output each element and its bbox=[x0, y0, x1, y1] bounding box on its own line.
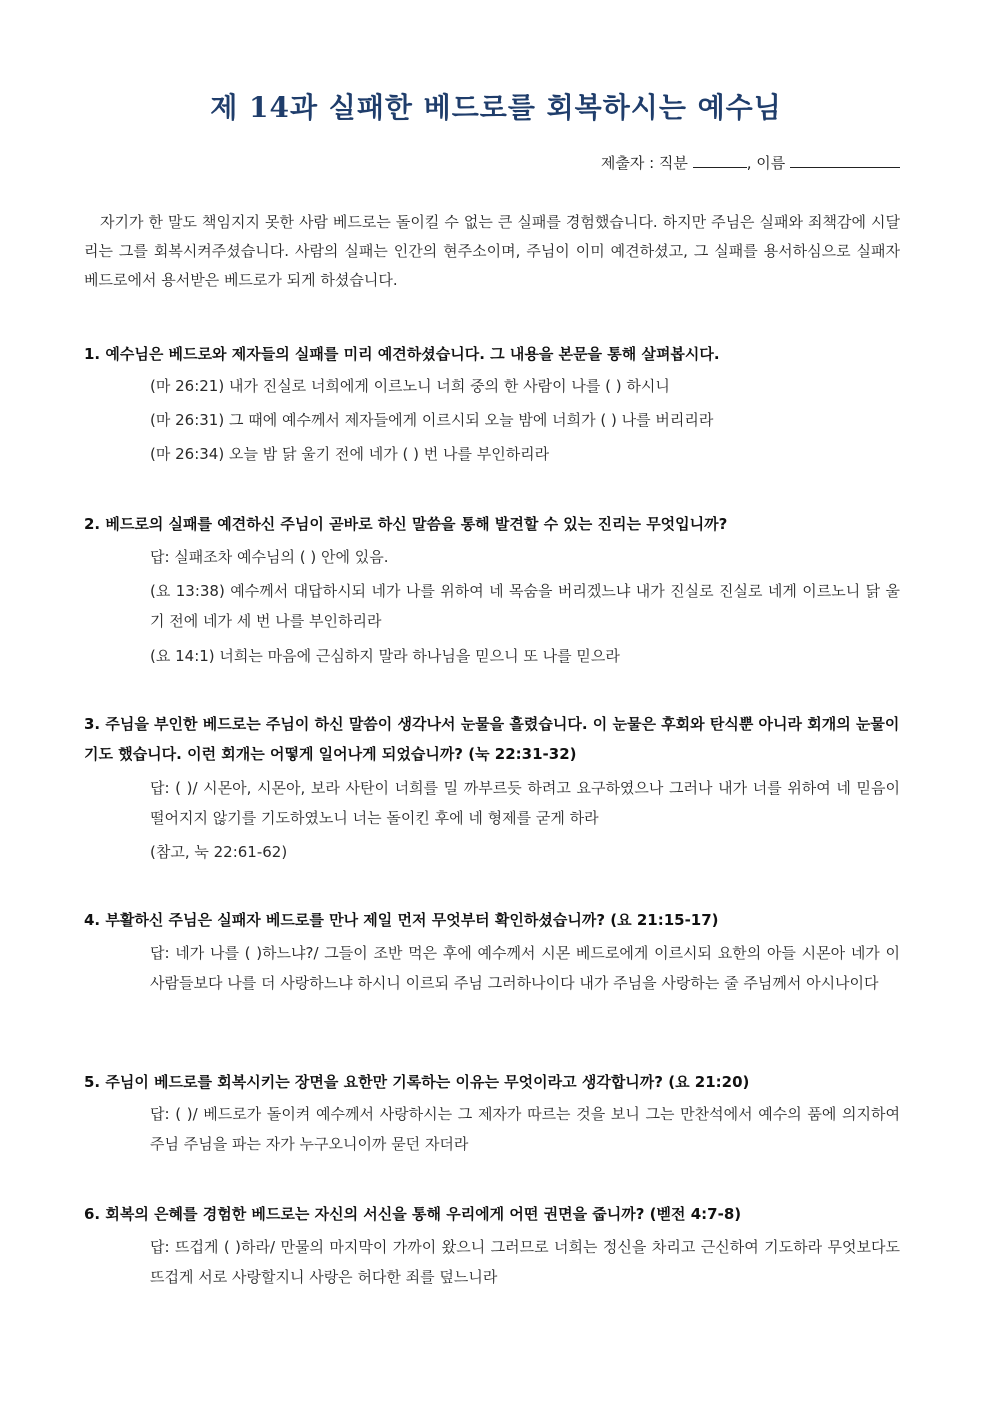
submitter-role-label: 제출자 : 직분 bbox=[600, 154, 688, 172]
question-4-line-1: 답: 네가 나를 ( )하느냐?/ 그들이 조반 먹은 후에 예수께서 시몬 베드로에게 이르시되 요한의 아들 시몬아 네가 이 사람들보다 나를 더 사랑하느냐 하시니 이르되 주님 그러하나이다 내가 주님을 사랑하는 줄 주님께서 아시나이다 bbox=[150, 944, 900, 992]
question-3-line-2: (참고, 눅 22:61-62) bbox=[150, 843, 288, 861]
question-5: 5. 주님이 베드로를 회복시키는 장면을 요한만 기록하는 이유는 무엇이라고 생각합니까? (요 21:20) bbox=[84, 1073, 750, 1091]
question-3-line-1: 답: ( )/ 시몬아, 시몬아, 보라 사탄이 너희를 밀 까부르듯 하려고 요구하였으나 그러나 내가 너를 위하여 네 믿음이 떨어지지 않기를 기도하였노니 너는 돌이킨 후에 네 형제를 굳게 하라 bbox=[150, 779, 900, 827]
question-4: 4. 부활하신 주님은 실패자 베드로를 만나 제일 먼저 무엇부터 확인하셨습니까? (요 21:15-17) bbox=[84, 911, 719, 929]
submitter-line bbox=[601, 152, 900, 173]
question-2: 2. 베드로의 실패를 예견하신 주님이 곧바로 하신 말씀을 통해 발견할 수 있는 진리는 무엇입니까? bbox=[84, 515, 728, 533]
page-title: 제 14과 실패한 베드로를 회복하시는 예수님 bbox=[210, 91, 782, 124]
question-3: 3. 주님을 부인한 베드로는 주님이 하신 말씀이 생각나서 눈물을 흘렸습니다. 이 눈물은 후회와 탄식뿐 아니라 회개의 눈물이기도 했습니다. 이런 회개는 어떻게 일어나게 되었습니까? (눅 22:31-32) bbox=[84, 715, 900, 763]
submitter-name-label: , 이름 bbox=[746, 154, 786, 172]
question-6: 6. 회복의 은혜를 경험한 베드로는 자신의 서신을 통해 우리에게 어떤 권면을 줍니까? (벧전 4:7-8) bbox=[84, 1205, 742, 1223]
question-2-line-2: (요 13:38) 예수께서 대답하시되 네가 나를 위하여 네 목숨을 버리겠느냐 내가 진실로 진실로 네게 이르노니 닭 울기 전에 네가 세 번 나를 부인하리라 bbox=[150, 582, 900, 630]
question-1-line-2: (마 26:31) 그 때에 예수께서 제자들에게 이르시되 오늘 밤에 너희가 ( ) 나를 버리리라 bbox=[150, 411, 714, 429]
question-6-line-1: 답: 뜨겁게 ( )하라/ 만물의 마지막이 가까이 왔으니 그러므로 너희는 정신을 차리고 근신하여 기도하라 무엇보다도 뜨겁게 서로 사랑할지니 사랑은 허다한 죄를 덮느니라 bbox=[150, 1238, 900, 1286]
name-blank[interactable] bbox=[790, 153, 900, 168]
question-1-line-3: (마 26:34) 오늘 밤 닭 울기 전에 네가 ( ) 번 나를 부인하리라 bbox=[150, 445, 550, 463]
question-2-line-1: 답: 실패조차 예수님의 ( ) 안에 있음. bbox=[150, 548, 389, 566]
intro-paragraph: 자기가 한 말도 책임지지 못한 사람 베드로는 돌이킬 수 없는 큰 실패를 경험했습니다. 하지만 주님은 실패와 죄책감에 시달리는 그를 회복시켜주셨습니다. 사람의 실패는 인간의 현주소이며, 주님이 이미 예견하셨고, 그 실패를 용서하심으로 실패자 베드로에서 용서받은 베드로가 되게 하셨습니다. bbox=[84, 213, 900, 289]
question-2-line-3: (요 14:1) 너희는 마음에 근심하지 말라 하나님을 믿으니 또 나를 믿으라 bbox=[150, 647, 620, 665]
question-5-line-1: 답: ( )/ 베드로가 돌이켜 예수께서 사랑하시는 그 제자가 따르는 것을 보니 그는 만찬석에서 예수의 품에 의지하여 주님 주님을 파는 자가 누구오니이까 묻던 자더라 bbox=[150, 1105, 900, 1153]
role-blank[interactable] bbox=[693, 153, 747, 168]
question-1-line-1: (마 26:21) 내가 진실로 너희에게 이르노니 너희 중의 한 사람이 나를 ( ) 하시니 bbox=[150, 377, 670, 395]
question-1: 1. 예수님은 베드로와 제자들의 실패를 미리 예견하셨습니다. 그 내용을 본문을 통해 살펴봅시다. bbox=[84, 345, 720, 363]
